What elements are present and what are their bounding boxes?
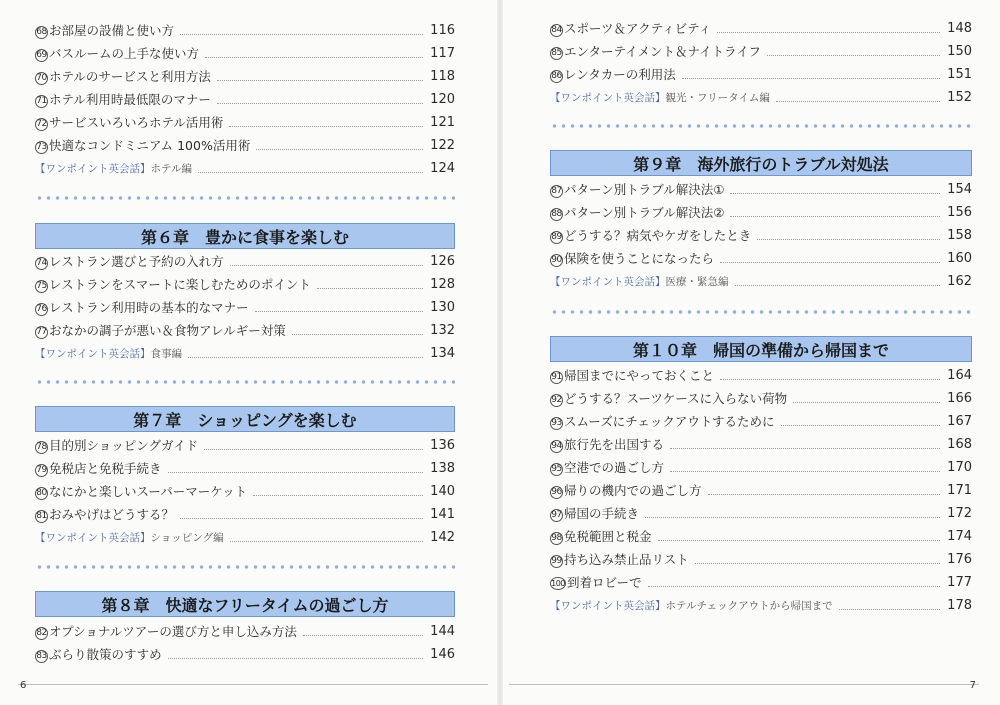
conversation-title: 食事編 [150, 347, 182, 360]
toc-entry[interactable] [550, 433, 972, 455]
entry-title: レストランをスマートに楽しむためのポイント [49, 277, 311, 292]
dotted-separator [550, 124, 972, 128]
chapter-heading[interactable] [35, 406, 455, 432]
dotted-separator [35, 380, 455, 384]
dot-leader [255, 311, 423, 312]
dot-leader [730, 193, 940, 194]
dot-leader [767, 55, 940, 56]
toc-entry[interactable] [35, 88, 455, 110]
entry-page: 141 [430, 506, 455, 522]
conversation-bracket: 【ワンポイント英会話】 [550, 275, 666, 288]
entry-page: 171 [947, 482, 972, 498]
entry-page: 152 [947, 89, 972, 105]
dot-leader [230, 265, 423, 266]
entry-page: 120 [430, 91, 455, 107]
dot-leader [180, 34, 423, 35]
chapter-title: 豊かに食事を楽しむ [205, 227, 350, 247]
entry-number: 75 [36, 281, 47, 291]
entry-number: 91 [551, 372, 562, 382]
right-toc-column [550, 0, 972, 705]
dot-leader [317, 288, 423, 289]
dot-leader [253, 495, 423, 496]
entry-number: 87 [551, 186, 562, 196]
page-number: 7 [969, 680, 976, 691]
entry-title: 目的別ショッピングガイド [49, 438, 199, 453]
conversation-entry[interactable] [35, 342, 455, 364]
entry-title: 帰りの機内での過ごし方 [564, 483, 702, 498]
entry-number: 77 [36, 327, 47, 337]
dot-leader [658, 540, 940, 541]
entry-title: ホテルのサービスと利用方法 [49, 69, 211, 84]
entry-page: 158 [947, 227, 972, 243]
dot-leader [188, 357, 423, 358]
entry-number: 68 [36, 27, 47, 37]
entry-title: ホテル利用時最低限のマナー [49, 92, 211, 107]
dot-leader [645, 517, 940, 518]
dot-leader [198, 172, 423, 173]
toc-entry[interactable] [550, 479, 972, 501]
toc-entry[interactable] [35, 111, 455, 133]
entry-page: 168 [947, 436, 972, 452]
entry-page: 124 [430, 160, 455, 176]
toc-entry[interactable] [35, 273, 455, 295]
entry-number: 99 [551, 556, 562, 566]
entry-number: 69 [36, 50, 47, 60]
dot-leader [717, 32, 940, 33]
toc-entry[interactable] [550, 247, 972, 269]
toc-entry[interactable] [35, 250, 455, 272]
entry-page: 136 [430, 437, 455, 453]
toc-entry[interactable] [550, 548, 972, 570]
entry-title: 免税店と免税手続き [49, 461, 162, 476]
entry-page: 156 [947, 204, 972, 220]
toc-entry[interactable] [35, 434, 455, 456]
dot-leader [292, 334, 423, 335]
entry-page: 151 [947, 66, 972, 82]
entry-page: 121 [430, 114, 455, 130]
entry-page: 140 [430, 483, 455, 499]
entry-page: 116 [430, 22, 455, 38]
dot-leader [229, 126, 423, 127]
entry-number: 70 [36, 73, 47, 83]
entry-page: 138 [430, 460, 455, 476]
dot-leader [168, 658, 423, 659]
entry-title: エンターテイメント＆ナイトライフ [564, 44, 761, 59]
toc-entry[interactable] [35, 296, 455, 318]
toc-entry[interactable] [35, 457, 455, 479]
toc-entry[interactable] [550, 63, 972, 85]
conversation-title: ホテルチェックアウトから帰国まで [665, 599, 833, 612]
toc-entry[interactable] [550, 525, 972, 547]
entry-number: 97 [551, 510, 562, 520]
toc-entry[interactable] [550, 224, 972, 246]
entry-number: 80 [36, 488, 47, 498]
conversation-bracket: 【ワンポイント英会話】 [550, 599, 666, 612]
dot-leader [205, 57, 423, 58]
conversation-entry[interactable] [35, 157, 455, 179]
dot-leader [217, 103, 423, 104]
conversation-title: 医療・緊急編 [665, 275, 729, 288]
entry-page: 154 [947, 181, 972, 197]
conversation-bracket: 【ワンポイント英会話】 [35, 162, 151, 175]
entry-page: 167 [947, 413, 972, 429]
dot-leader [230, 541, 423, 542]
entry-title: レストラン選びと予約の入れ方 [49, 254, 224, 269]
entry-page: 144 [430, 623, 455, 639]
chapter-title: 帰国の準備から帰国まで [713, 340, 890, 360]
entry-title: なにかと楽しいスーパーマーケット [49, 484, 248, 499]
chapter-label: 第８章 [101, 595, 150, 615]
entry-page: 142 [430, 529, 455, 545]
toc-entry[interactable] [35, 134, 455, 156]
toc-entry[interactable] [35, 65, 455, 87]
toc-entry[interactable] [550, 17, 972, 39]
right-page [503, 0, 1000, 705]
dot-leader [682, 78, 940, 79]
entry-number: 72 [36, 119, 47, 129]
entry-title: ぶらり散策のすすめ [49, 647, 162, 662]
entry-number: 71 [36, 96, 47, 106]
chapter-label: 第７章 [133, 410, 182, 430]
entry-title: パターン別トラブル解決法② [564, 205, 725, 220]
entry-title: 持ち込み禁止品リスト [564, 552, 689, 567]
entry-title: どうする？スーツケースに入らない荷物 [564, 391, 788, 406]
dot-leader [204, 449, 423, 450]
dot-leader [708, 494, 940, 495]
dot-leader [168, 472, 423, 473]
chapter-title: 海外旅行のトラブル対処法 [697, 154, 889, 174]
entry-title: パターン別トラブル解決法① [564, 182, 725, 197]
dot-leader [303, 635, 423, 636]
dot-leader [720, 379, 940, 380]
entry-number: 89 [551, 232, 562, 242]
entry-number: 74 [36, 258, 47, 268]
dot-leader [217, 80, 423, 81]
dot-leader [670, 448, 940, 449]
entry-number: 79 [36, 465, 47, 475]
entry-title: 旅行先を出国する [564, 437, 665, 452]
entry-page: 122 [430, 137, 455, 153]
entry-page: 162 [947, 273, 972, 289]
toc-entry[interactable] [550, 387, 972, 409]
toc-entry[interactable] [35, 319, 455, 341]
entry-number: 98 [551, 533, 562, 543]
toc-entry[interactable] [550, 456, 972, 478]
entry-number: 95 [551, 464, 562, 474]
entry-page: 178 [947, 597, 972, 613]
entry-page: 126 [430, 253, 455, 269]
footer-rule [18, 684, 488, 685]
entry-title: 帰国の手続き [564, 506, 640, 521]
toc-entry[interactable] [35, 643, 455, 665]
chapter-title: 快適なフリータイムの過ごし方 [165, 595, 389, 615]
entry-number: 82 [36, 628, 47, 638]
chapter-heading[interactable] [550, 150, 972, 176]
conversation-title: ショッピング編 [150, 531, 224, 544]
conversation-entry[interactable] [550, 270, 972, 292]
entry-title: おなかの調子が悪い＆食物アレルギー対策 [49, 323, 286, 338]
left-toc-column [35, 0, 455, 705]
dot-leader [648, 586, 940, 587]
entry-number: 86 [551, 71, 562, 81]
entry-page: 174 [947, 528, 972, 544]
dot-leader [670, 471, 940, 472]
entry-number: 93 [551, 418, 562, 428]
toc-entry[interactable] [550, 40, 972, 62]
entry-number: 85 [551, 48, 562, 58]
entry-page: 172 [947, 505, 972, 521]
entry-page: 148 [947, 20, 972, 36]
entry-page: 150 [947, 43, 972, 59]
entry-page: 128 [430, 276, 455, 292]
entry-title: 到着ロビーで [567, 575, 642, 590]
dot-leader [256, 149, 423, 150]
dot-leader [757, 239, 940, 240]
dotted-separator [550, 310, 972, 314]
toc-entry[interactable] [550, 201, 972, 223]
entry-number: 76 [36, 304, 47, 314]
entry-title: 免税範囲と税金 [564, 529, 652, 544]
chapter-title: ショッピングを楽しむ [197, 410, 357, 430]
toc-entry[interactable] [35, 480, 455, 502]
entry-title: スムーズにチェックアウトするために [564, 414, 775, 429]
entry-number: 83 [36, 651, 47, 661]
dot-leader [781, 425, 940, 426]
dot-leader [839, 609, 940, 610]
entry-number: 84 [551, 25, 562, 35]
entry-title: レンタカーの利用法 [564, 67, 676, 82]
chapter-label: 第９章 [633, 154, 682, 174]
left-page [0, 0, 497, 705]
entry-page: 146 [430, 646, 455, 662]
entry-page: 164 [947, 367, 972, 383]
conversation-title: ホテル編 [150, 162, 192, 175]
entry-title: どうする？病気やケガをしたとき [564, 228, 752, 243]
entry-page: 117 [430, 45, 455, 61]
dot-leader [793, 402, 940, 403]
entry-number: 100 [551, 579, 565, 588]
conversation-bracket: 【ワンポイント英会話】 [550, 91, 666, 104]
page-number: 6 [20, 680, 27, 691]
entry-number: 96 [551, 487, 562, 497]
entry-title: 帰国までにやっておくこと [564, 368, 715, 383]
entry-page: 118 [430, 68, 455, 84]
entry-title: おみやげはどうする？ [49, 507, 175, 522]
chapter-heading[interactable] [35, 223, 455, 249]
entry-title: スポーツ＆アクティビティ [564, 21, 712, 36]
entry-page: 160 [947, 250, 972, 266]
entry-page: 176 [947, 551, 972, 567]
entry-title: 保険を使うことになったら [564, 251, 715, 266]
entry-title: サービスいろいろホテル活用術 [49, 115, 224, 130]
footer-rule [509, 684, 979, 685]
toc-entry[interactable] [35, 620, 455, 642]
chapter-label: 第６章 [140, 227, 189, 247]
dot-leader [180, 518, 423, 519]
toc-entry[interactable] [35, 19, 455, 41]
conversation-entry[interactable] [550, 594, 972, 616]
entry-number: 78 [36, 442, 47, 452]
conversation-bracket: 【ワンポイント英会話】 [35, 347, 151, 360]
toc-entry[interactable] [550, 410, 972, 432]
chapter-label: 第１０章 [632, 340, 697, 360]
toc-entry[interactable] [550, 571, 972, 593]
entry-page: 134 [430, 345, 455, 361]
dotted-separator [35, 196, 455, 200]
toc-entry[interactable] [35, 503, 455, 525]
entry-title: レストラン利用時の基本的なマナー [49, 300, 249, 315]
entry-number: 92 [551, 395, 562, 405]
entry-title: バスルームの上手な使い方 [49, 46, 200, 61]
entry-title: お部屋の設備と使い方 [49, 23, 175, 38]
chapter-heading[interactable] [35, 591, 455, 617]
entry-number: 88 [551, 209, 562, 219]
conversation-bracket: 【ワンポイント英会話】 [35, 531, 151, 544]
entry-number: 73 [36, 142, 47, 152]
entry-title: 快適なコンドミニアム 100%活用術 [49, 138, 251, 153]
entry-page: 166 [947, 390, 972, 406]
toc-entry[interactable] [550, 178, 972, 200]
entry-number: 90 [551, 255, 562, 265]
conversation-entry[interactable] [550, 86, 972, 108]
toc-entry[interactable] [35, 42, 455, 64]
toc-entry[interactable] [550, 364, 972, 386]
dotted-separator [35, 565, 455, 569]
conversation-entry[interactable] [35, 526, 455, 548]
chapter-heading[interactable] [550, 336, 972, 362]
entry-page: 170 [947, 459, 972, 475]
dot-leader [695, 563, 940, 564]
dot-leader [730, 216, 940, 217]
toc-entry[interactable] [550, 502, 972, 524]
entry-page: 132 [430, 322, 455, 338]
dot-leader [720, 262, 940, 263]
entry-number: 81 [36, 511, 47, 521]
conversation-title: 観光・フリータイム編 [665, 91, 770, 104]
entry-page: 177 [947, 574, 972, 590]
dot-leader [735, 285, 941, 286]
entry-title: 空港での過ごし方 [564, 460, 665, 475]
entry-title: オプショナルツアーの選び方と申し込み方法 [49, 624, 297, 639]
entry-number: 94 [551, 441, 562, 451]
dot-leader [776, 101, 940, 102]
entry-page: 130 [430, 299, 455, 315]
